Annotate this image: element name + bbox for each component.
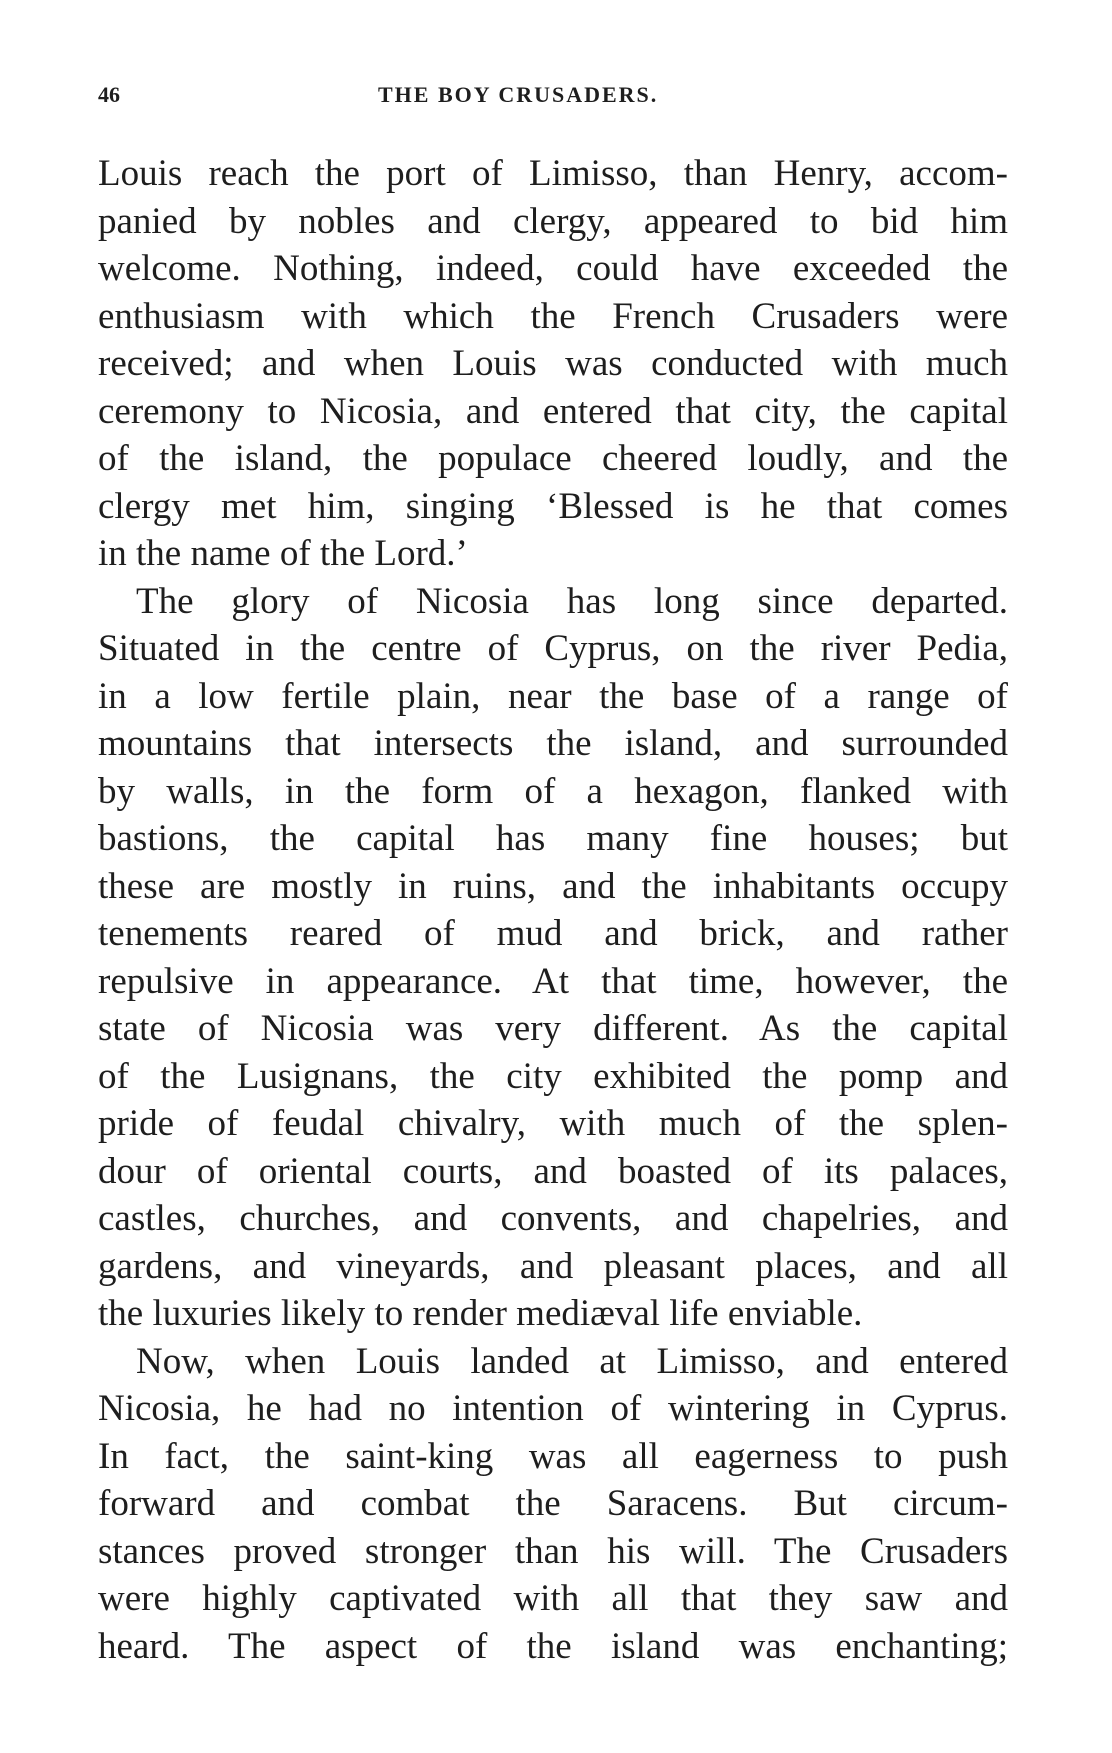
text-line: In fact, the saint-king was all eagerness to push [98, 1435, 1008, 1477]
text-line: were highly captivated with all that they saw and [98, 1578, 1008, 1619]
body-text [98, 150, 1008, 1670]
text-line: clergy met him, singing ‘Blessed is he that comes [98, 485, 1008, 527]
page-number: 46 [98, 82, 120, 107]
text-line: in a low fertile plain, near the base of a range of [98, 675, 1008, 717]
text-line: mountains that intersects the island, and surrounded [98, 723, 1008, 764]
text-line: welcome. Nothing, indeed, could have exceeded the [98, 248, 1008, 289]
text-line: pride of feudal chivalry, with much of the splen- [98, 1103, 1008, 1144]
paragraph-2 [98, 578, 1008, 1338]
text-line: panied by nobles and clergy, appeared to bid him [98, 200, 1008, 242]
text-line: dour of oriental courts, and boasted of its palaces, [98, 1150, 1008, 1192]
text-line: The glory of Nicosia has long since departed. [136, 580, 1008, 622]
text-line: enthusiasm with which the French Crusaders were [98, 295, 1008, 337]
text-line: Nicosia, he had no intention of wintering in Cyprus. [98, 1388, 1008, 1429]
text-line: these are mostly in ruins, and the inhabitants occupy [98, 865, 1008, 907]
text-line: by walls, in the form of a hexagon, flanked with [98, 770, 1008, 812]
text-line: forward and combat the Saracens. But circum- [98, 1483, 1008, 1524]
text-line: received; and when Louis was conducted with much [98, 343, 1008, 384]
text-line: Now, when Louis landed at Limisso, and entered [136, 1340, 1008, 1382]
text-line: the luxuries likely to render mediæval life enviable. [98, 1293, 863, 1334]
text-line: repulsive in appearance. At that time, however, the [98, 960, 1008, 1002]
text-line: in the name of the Lord.’ [98, 533, 468, 574]
text-line: of the island, the populace cheered loudly, and the [98, 438, 1008, 479]
text-line: tenements reared of mud and brick, and rather [98, 913, 1008, 954]
text-line: stances proved stronger than his will. The Crusaders [98, 1530, 1008, 1572]
text-line: of the Lusignans, the city exhibited the pomp and [98, 1055, 1008, 1097]
text-line: gardens, and vineyards, and pleasant places, and all [98, 1245, 1008, 1287]
text-line: ceremony to Nicosia, and entered that city, the capital [98, 390, 1008, 432]
running-head [98, 82, 1008, 118]
text-line: heard. The aspect of the island was enchanting; [98, 1625, 1008, 1667]
text-line: state of Nicosia was very different. As the capital [98, 1008, 1008, 1049]
text-line: Situated in the centre of Cyprus, on the river Pedia, [98, 628, 1008, 669]
running-title: THE BOY CRUSADERS. [378, 82, 659, 107]
text-line: bastions, the capital has many fine houses; but [98, 818, 1008, 859]
paragraph-1 [98, 150, 1008, 578]
text-line: Louis reach the port of Limisso, than Henry, accom- [98, 153, 1008, 194]
text-line: castles, churches, and convents, and chapelries, and [98, 1198, 1008, 1239]
paragraph-3 [98, 1338, 1008, 1671]
